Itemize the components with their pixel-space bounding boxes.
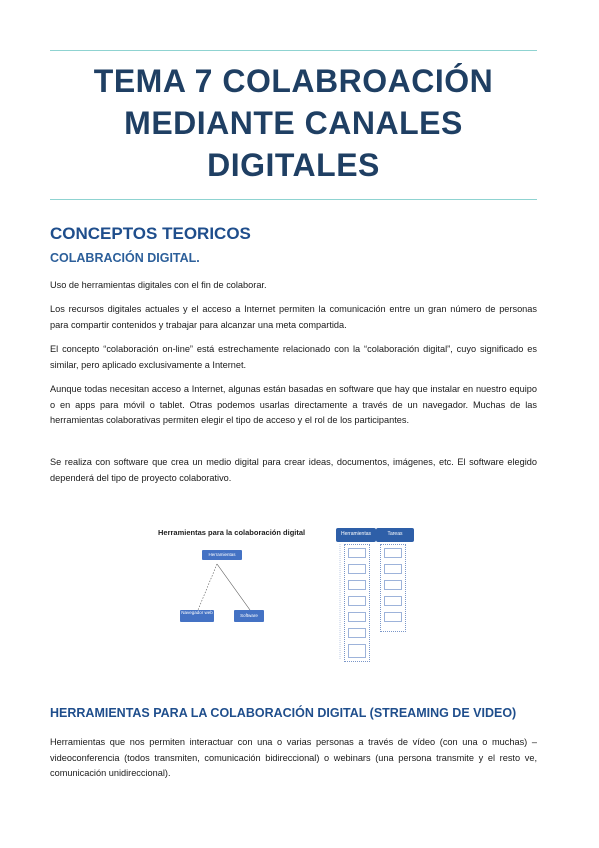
figure-mini-box <box>384 580 402 590</box>
figure-mini-box <box>348 612 366 622</box>
subheading-colaboracion: COLABRACIÓN DIGITAL. <box>50 251 200 265</box>
paragraph: El concepto “colaboración on-line” está estrechamente relacionado con la “colaboración digital”, cuyo significado es similar, pero aplicado exclusivamente a Internet. <box>50 344 537 370</box>
paragraph: Se realiza con software que crea un medio digital para crear ideas, documentos, imágenes, etc. El software elegido dependerá del tipo de proyecto colaborativo. <box>50 457 537 483</box>
collaboration-tools-figure <box>150 520 440 670</box>
figure-mini-box <box>384 612 402 622</box>
figure-mini-box <box>348 596 366 606</box>
figure-mini-box <box>348 644 366 658</box>
paragraph: Herramientas que nos permiten interactuar con una o varias personas a través de vídeo (con una o muchas) – videoconferencia (todos transmiten, comunicación bidireccional) o webinars (una persona transmite y el resto ve, comunicación unidireccional). <box>50 737 537 778</box>
paragraph: Los recursos digitales actuales y el acceso a Internet permiten la comunicación entre un gran número de personas para compartir contenidos y trabajar para alcanzar una meta compartida. <box>50 304 537 330</box>
section-heading: CONCEPTOS TEORICOS <box>50 224 251 243</box>
figure-title: Herramientas para la colaboración digital <box>158 528 306 537</box>
paragraph: Aunque todas necesitan acceso a Internet, algunas están basadas en software que hay que instalar en nuestro equipo o en apps para móvil o tablet. Otras podemos usarlas directamente a través de un navegador. Muchas de las herramientas colaborativas permiten elegir el tipo de acceso y el rol de los participantes. <box>50 384 537 425</box>
figure-mini-box <box>348 580 366 590</box>
figure-mini-box <box>348 628 366 638</box>
figure-mini-box <box>384 596 402 606</box>
figure-mini-box <box>384 564 402 574</box>
figure-software-box: Software <box>234 610 264 622</box>
figure-col2-header: Tareas <box>376 528 414 542</box>
figure-navegador-box: Navegador web <box>180 610 214 622</box>
figure-mini-box <box>384 548 402 558</box>
title-top-rule <box>50 50 537 51</box>
paragraph: Uso de herramientas digitales con el fin de colaborar. <box>50 280 267 290</box>
figure-mini-box <box>348 564 366 574</box>
title-bottom-rule <box>50 199 537 200</box>
figure-mini-box <box>348 548 366 558</box>
figure-root-box: Herramientas <box>202 550 242 560</box>
figure-col1-header: Herramientas <box>336 528 376 542</box>
document-title: TEMA 7 COLABROACIÓN MEDIANTE CANALES DIGITALES <box>93 63 494 183</box>
subheading-streaming: HERRAMIENTAS PARA LA COLABORACIÓN DIGITAL (STREAMING DE VIDEO) <box>50 706 517 720</box>
